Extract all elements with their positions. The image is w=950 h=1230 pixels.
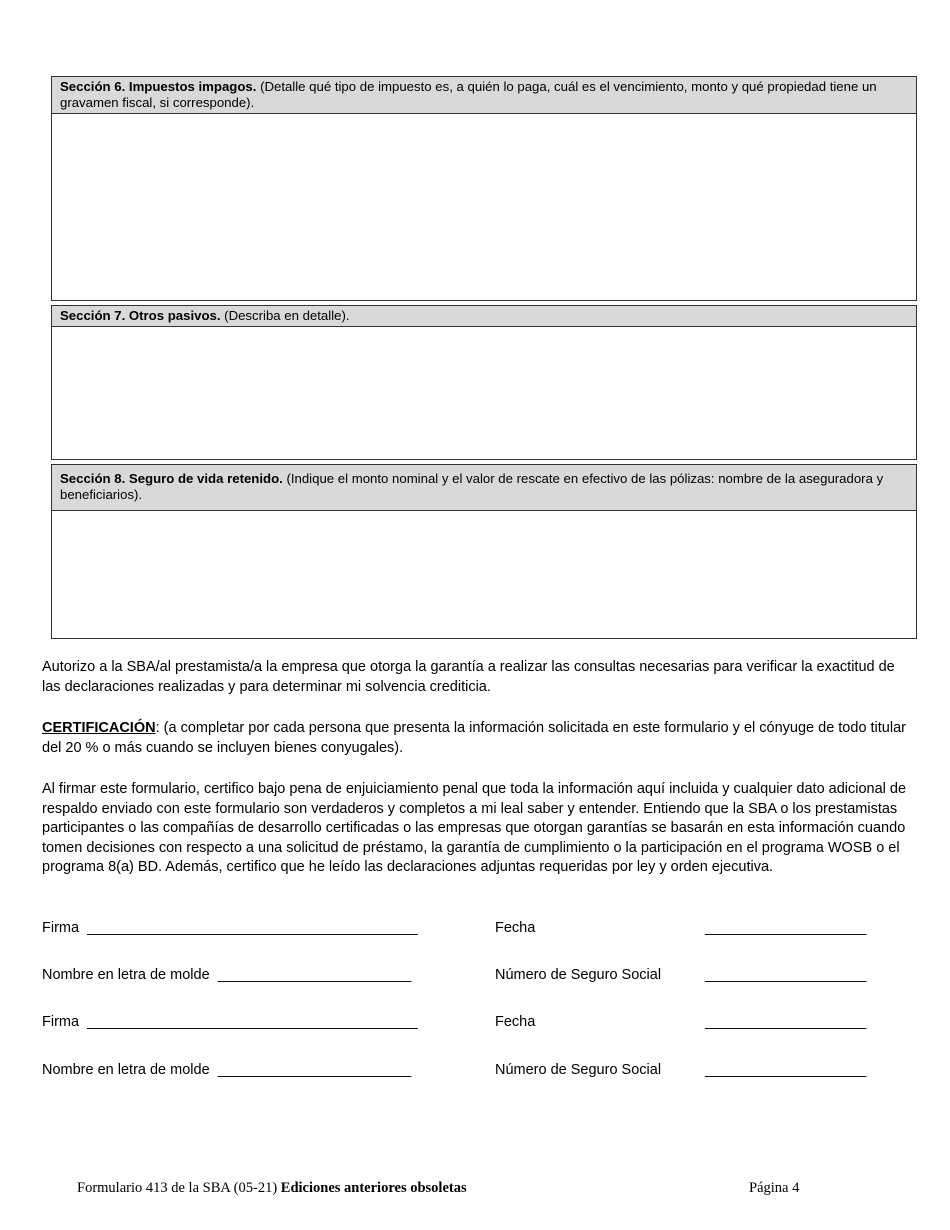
- signature-2-line[interactable]: _________________________________________: [87, 1014, 418, 1030]
- ssn-1-line[interactable]: ____________________: [705, 967, 867, 983]
- certification-label: CERTIFICACIÓN: [42, 720, 156, 736]
- signature-1-label: Firma: [42, 920, 80, 936]
- printed-name-2-line[interactable]: ________________________: [217, 1062, 412, 1078]
- footer-form-id: [77, 1179, 467, 1197]
- certification-paragraph: [42, 719, 917, 758]
- section-8-text-area[interactable]: [52, 511, 916, 638]
- signature-1-field[interactable]: [42, 919, 418, 937]
- printed-name-2-label: Nombre en letra de molde: [42, 1062, 210, 1078]
- signature-2-label: Firma: [42, 1014, 80, 1030]
- section-8-description: (Indique el monto nominal y el valor de rescate en efectivo de las pólizas: nombre de la aseguradora y beneficiarios).: [60, 471, 884, 502]
- section-8-header: [52, 465, 916, 511]
- footer-obsolete-note: Ediciones anteriores obsoletas: [280, 1180, 467, 1196]
- footer-form-number: Formulario 413 de la SBA (05-21): [77, 1180, 281, 1196]
- section-7-title: Sección 7. Otros pasivos.: [60, 308, 221, 323]
- section-8-title: Sección 8. Seguro de vida retenido.: [60, 471, 283, 486]
- printed-name-1-field[interactable]: [42, 966, 411, 984]
- signature-1-line[interactable]: _________________________________________: [87, 920, 418, 936]
- section-6-text-area[interactable]: [52, 114, 916, 300]
- section-7-text-area[interactable]: [52, 327, 916, 459]
- section-6-header: [52, 77, 916, 114]
- section-8-life-insurance: [51, 464, 917, 639]
- date-1-line[interactable]: ____________________: [705, 920, 867, 936]
- date-1-label: Fecha: [495, 920, 536, 936]
- signing-statement: Al firmar este formulario, certifico bajo pena de enjuiciamiento penal que toda la información aquí incluida y cualquier dato adicional de respaldo enviado con este formulario son verdaderos y completos a mi leal saber y entender. Entiendo que la SBA o los prestamistas participantes o las compañías de desarrollo certificadas o las empresas que otorgan garantías se basarán en esta información cuando tomen decisiones con respecto a una solicitud de préstamo, la garantía de cumplimiento o la participación en el programa WOSB o el programa 8(a) BD. Además, certifico que he leído las declaraciones adjuntas requeridas por ley y orden ejecutiva.: [42, 781, 907, 875]
- printed-name-1-line[interactable]: ________________________: [217, 967, 412, 983]
- footer-page-number: Página 4: [749, 1180, 800, 1196]
- section-6-unpaid-taxes: [51, 76, 917, 301]
- ssn-2-label: Número de Seguro Social: [495, 1062, 662, 1078]
- section-6-description: (Detalle qué tipo de impuesto es, a quién lo paga, cuál es el vencimiento, monto y qué propiedad tiene un gravamen fiscal, si corresponde).: [60, 79, 877, 110]
- printed-name-1-label: Nombre en letra de molde: [42, 967, 210, 983]
- ssn-1-label: Número de Seguro Social: [495, 967, 662, 983]
- ssn-2-line[interactable]: ____________________: [705, 1062, 867, 1078]
- signature-2-field[interactable]: [42, 1013, 418, 1031]
- date-2-line[interactable]: ____________________: [705, 1014, 867, 1030]
- section-7-header: [52, 306, 916, 327]
- certification-text: : (a completar por cada persona que presenta la información solicitada en este formulario y el cónyuge de todo titular del 20 % o más cuando se incluyen bienes conyugales).: [42, 720, 906, 756]
- section-6-title: Sección 6. Impuestos impagos.: [60, 79, 257, 94]
- section-7-description: (Describa en detalle).: [220, 308, 350, 323]
- authorization-paragraph: Autorizo a la SBA/al prestamista/a la empresa que otorga la garantía a realizar las consultas necesarias para verificar la exactitud de las declaraciones realizadas y para determinar mi solvencia crediticia.: [42, 659, 895, 695]
- printed-name-2-field[interactable]: [42, 1061, 411, 1079]
- section-7-other-liabilities: [51, 305, 917, 460]
- date-2-label: Fecha: [495, 1014, 536, 1030]
